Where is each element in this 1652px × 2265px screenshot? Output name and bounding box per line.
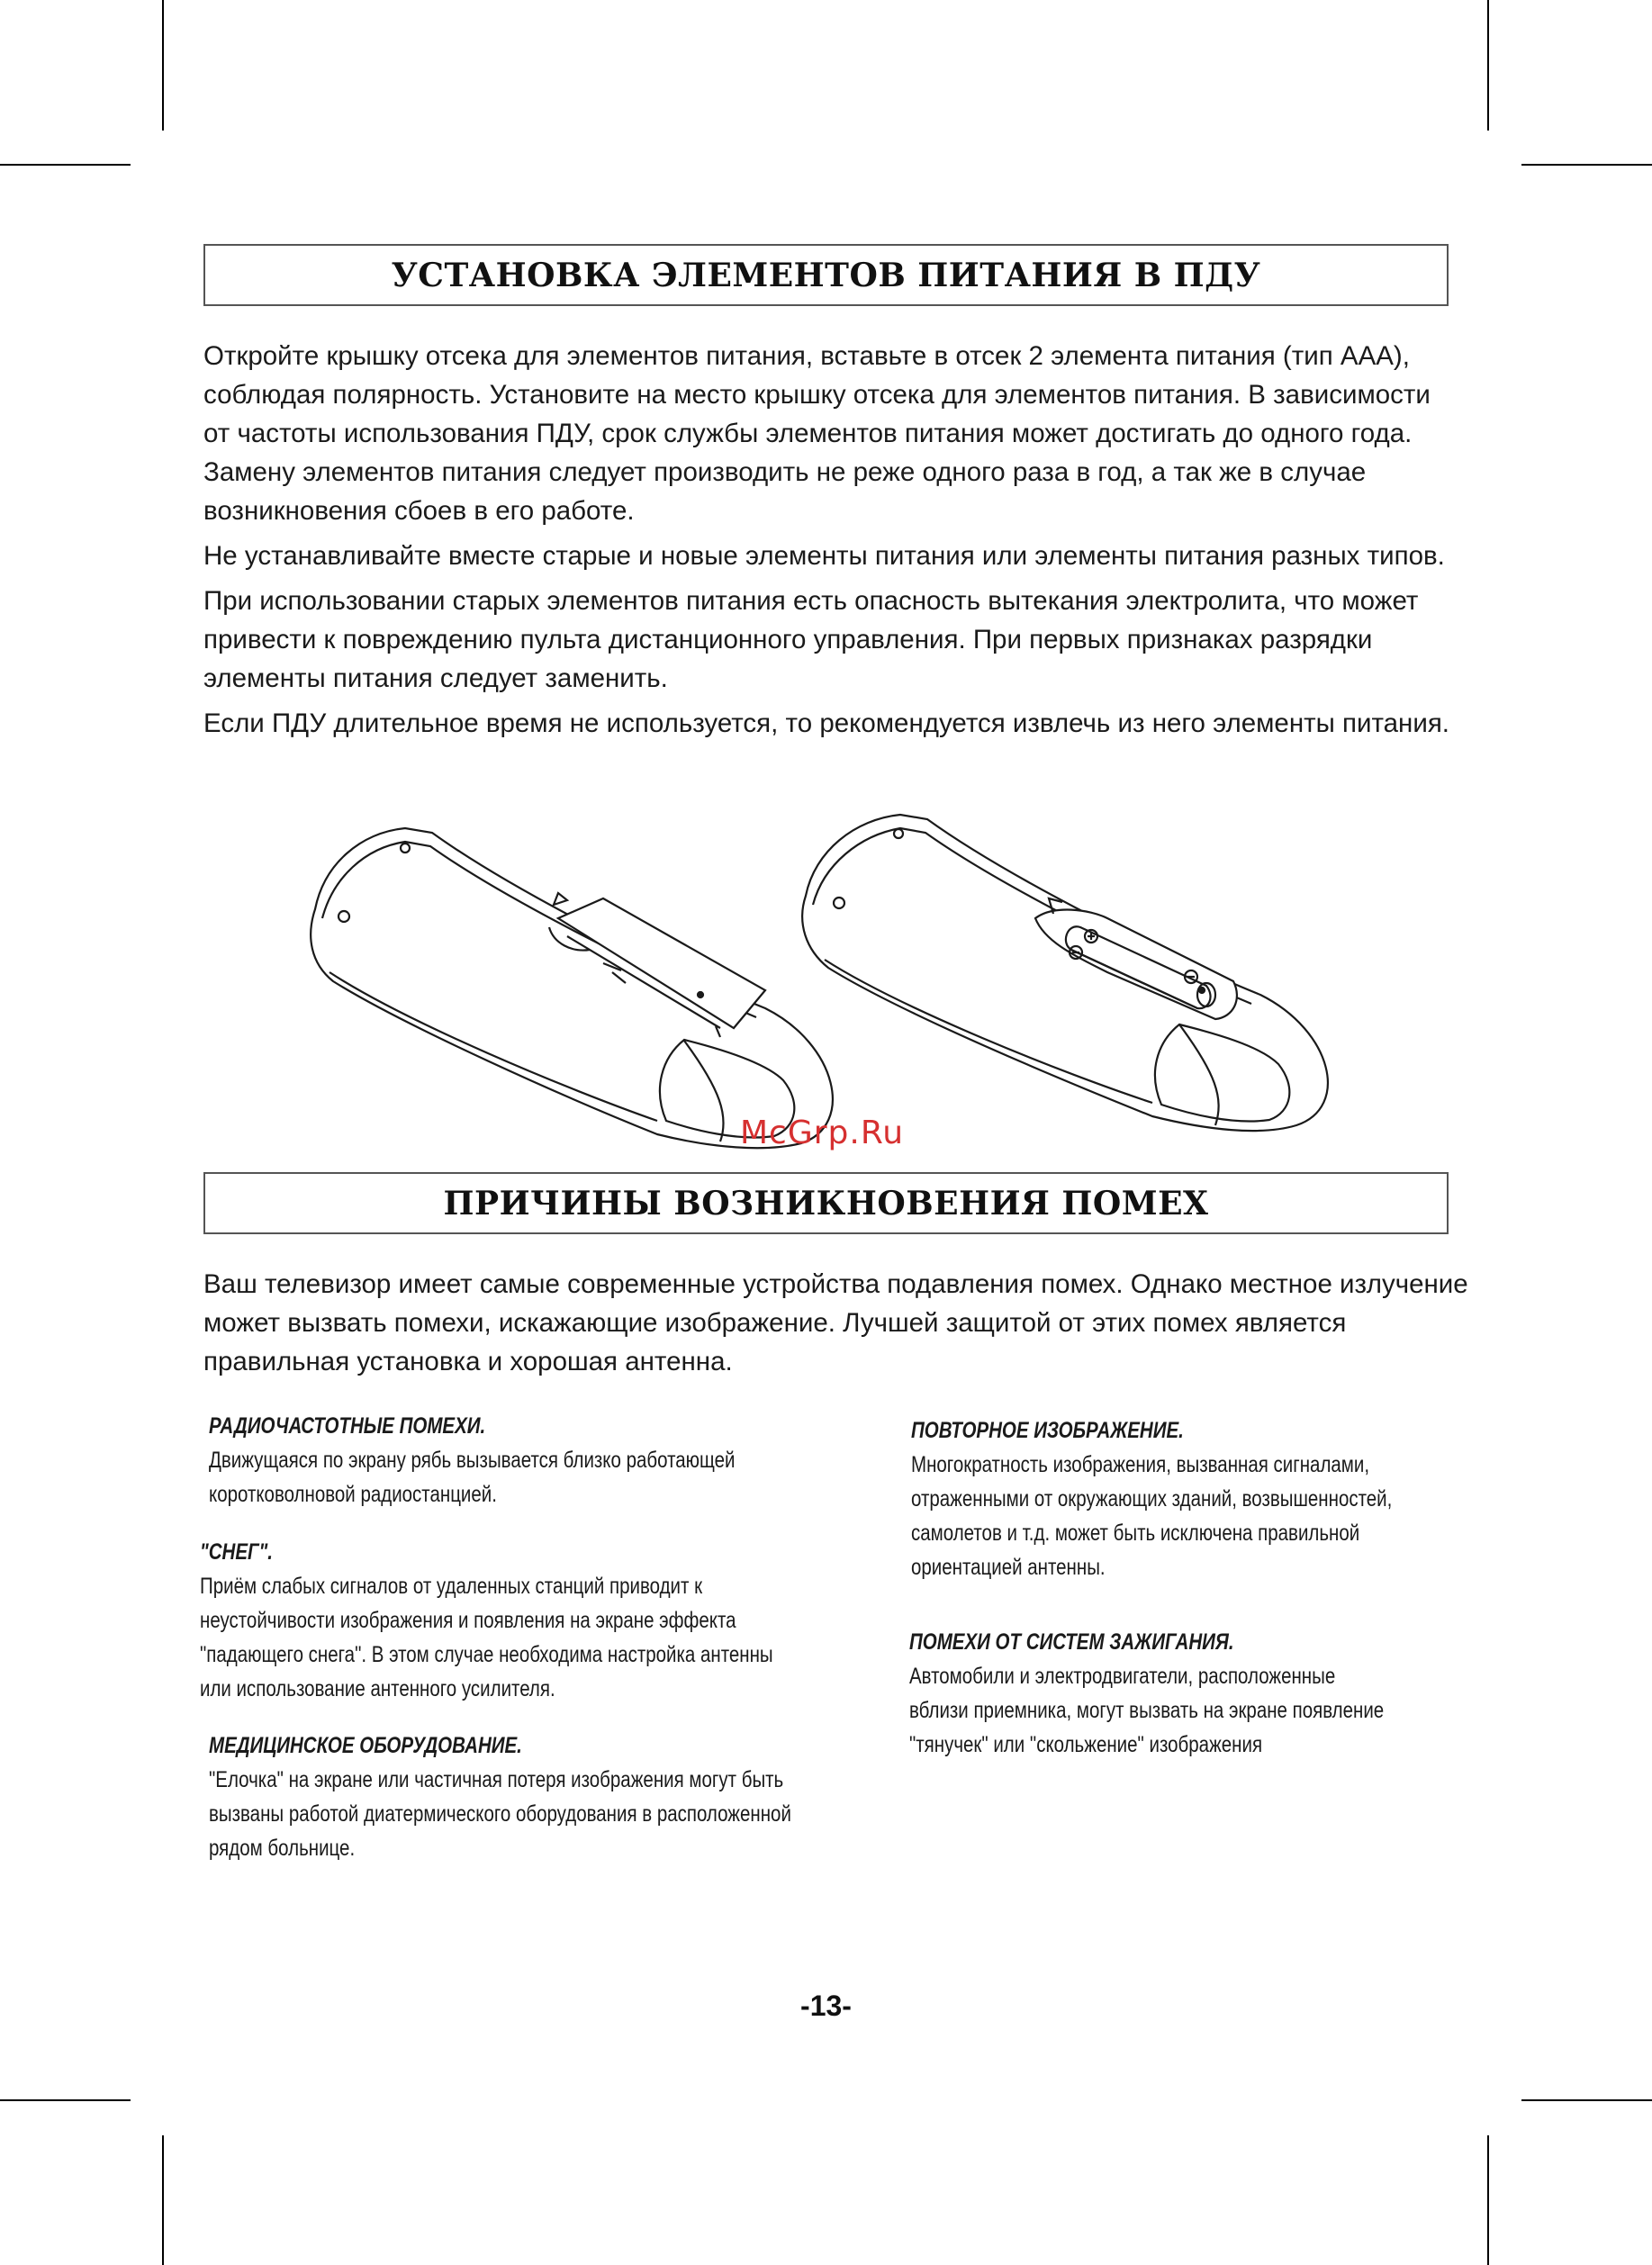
text-line: "тянучек" или "скольжение" изображения	[909, 1732, 1263, 1757]
paragraph: Не устанавливайте вместе старые и новые элементы питания или элементы питания разных типов.	[203, 541, 1445, 571]
text-line: самолетов и т.д. может быть исключена правильной	[911, 1521, 1360, 1546]
battery-section-header	[203, 244, 1449, 306]
text-line: "падающего снега". В этом случае необходима настройка антенны	[200, 1642, 773, 1667]
interference-heading: МЕДИЦИНСКОЕ ОБОРУДОВАНИЕ.	[209, 1733, 522, 1758]
paragraph: Если ПДУ длительное время не используется, то рекомендуется извлечь из него элементы питания.	[203, 708, 1449, 738]
interference-intro	[203, 1265, 1482, 1387]
paragraph: Откройте крышку отсека для элементов питания, вставьте в отсек 2 элемента питания (тип ААА), соблюдая полярность. Установите на место крышку отсека для элементов питания. В зависимости от частоты использования ПДУ, срок службы элементов питания может достигать до одного года. Замену элементов питания следует производить не реже одного раза в год, а так же в случае возникновения сбоев в его работе.	[203, 341, 1431, 526]
text-line: Приём слабых сигналов от удаленных станций приводит к	[200, 1574, 703, 1599]
battery-instructions	[203, 337, 1455, 749]
text-line: коротковолновой радиостанцией.	[209, 1482, 497, 1507]
text-line: Автомобили и электродвигатели, расположенные	[909, 1664, 1336, 1689]
text-line: вызваны работой диатермического оборудования в расположенной	[209, 1801, 791, 1827]
interference-section-header	[203, 1172, 1449, 1234]
interference-ignition	[909, 1625, 1384, 1762]
crop-mark	[0, 164, 131, 166]
crop-mark	[1487, 2135, 1489, 2265]
crop-mark	[1521, 164, 1652, 166]
text-line: ориентацией антенны.	[911, 1555, 1106, 1580]
battery-section-title: УСТАНОВКА ЭЛЕМЕНТОВ ПИТАНИЯ В ПДУ	[391, 256, 1261, 294]
interference-heading: ПОВТОРНОЕ ИЗОБРАЖЕНИЕ.	[911, 1418, 1184, 1443]
interference-medical	[209, 1728, 791, 1865]
crop-mark	[162, 0, 164, 131]
text-line: неустойчивости изображения и появления на экране эффекта	[200, 1608, 736, 1633]
text-line: вблизи приемника, могут вызвать на экране появление	[909, 1698, 1385, 1723]
text-line: "Елочка" на экране или частичная потеря изображения могут быть	[209, 1767, 784, 1792]
crop-mark	[0, 2099, 131, 2101]
interference-section-title: ПРИЧИНЫ ВОЗНИКНОВЕНИЯ ПОМЕХ	[443, 1184, 1209, 1223]
paragraph: При использовании старых элементов питания есть опасность вытекания электролита, что может привести к повреждению пульта дистанционного управления. При первых признаках разрядки элементы питания следует заменить.	[203, 586, 1419, 693]
remote-open-batteries-icon	[802, 815, 1328, 1131]
interference-heading: "СНЕГ".	[200, 1539, 274, 1565]
text-line: или использование антенного усилителя.	[200, 1676, 555, 1701]
interference-ghost	[911, 1413, 1392, 1584]
paragraph: Ваш телевизор имеет самые современные устройства подавления помех. Однако местное излучение может вызвать помехи, искажающие изображение. Лучшей защитой от этих помех является правильная установка и хорошая антенна.	[203, 1269, 1468, 1376]
remote-illustration	[297, 792, 1377, 1152]
text-line: отраженными от окружающих зданий, возвышенностей,	[911, 1486, 1393, 1512]
watermark: McGrp.Ru	[740, 1114, 905, 1151]
interference-heading: ПОМЕХИ ОТ СИСТЕМ ЗАЖИГАНИЯ.	[909, 1629, 1234, 1655]
crop-mark	[1521, 2099, 1652, 2101]
text-line: Движущаяся по экрану рябь вызывается близко работающей	[209, 1448, 736, 1473]
interference-heading: РАДИОЧАСТОТНЫЕ ПОМЕХИ.	[209, 1413, 486, 1439]
interference-snow	[200, 1535, 773, 1706]
remote-with-cover-icon	[311, 828, 833, 1148]
text-line: Многократность изображения, вызванная сигналами,	[911, 1452, 1370, 1477]
crop-mark	[1487, 0, 1489, 131]
crop-mark	[162, 2135, 164, 2265]
page-number: -13-	[800, 1990, 852, 2022]
text-line: рядом больнице.	[209, 1836, 356, 1861]
interference-radio	[209, 1409, 736, 1512]
